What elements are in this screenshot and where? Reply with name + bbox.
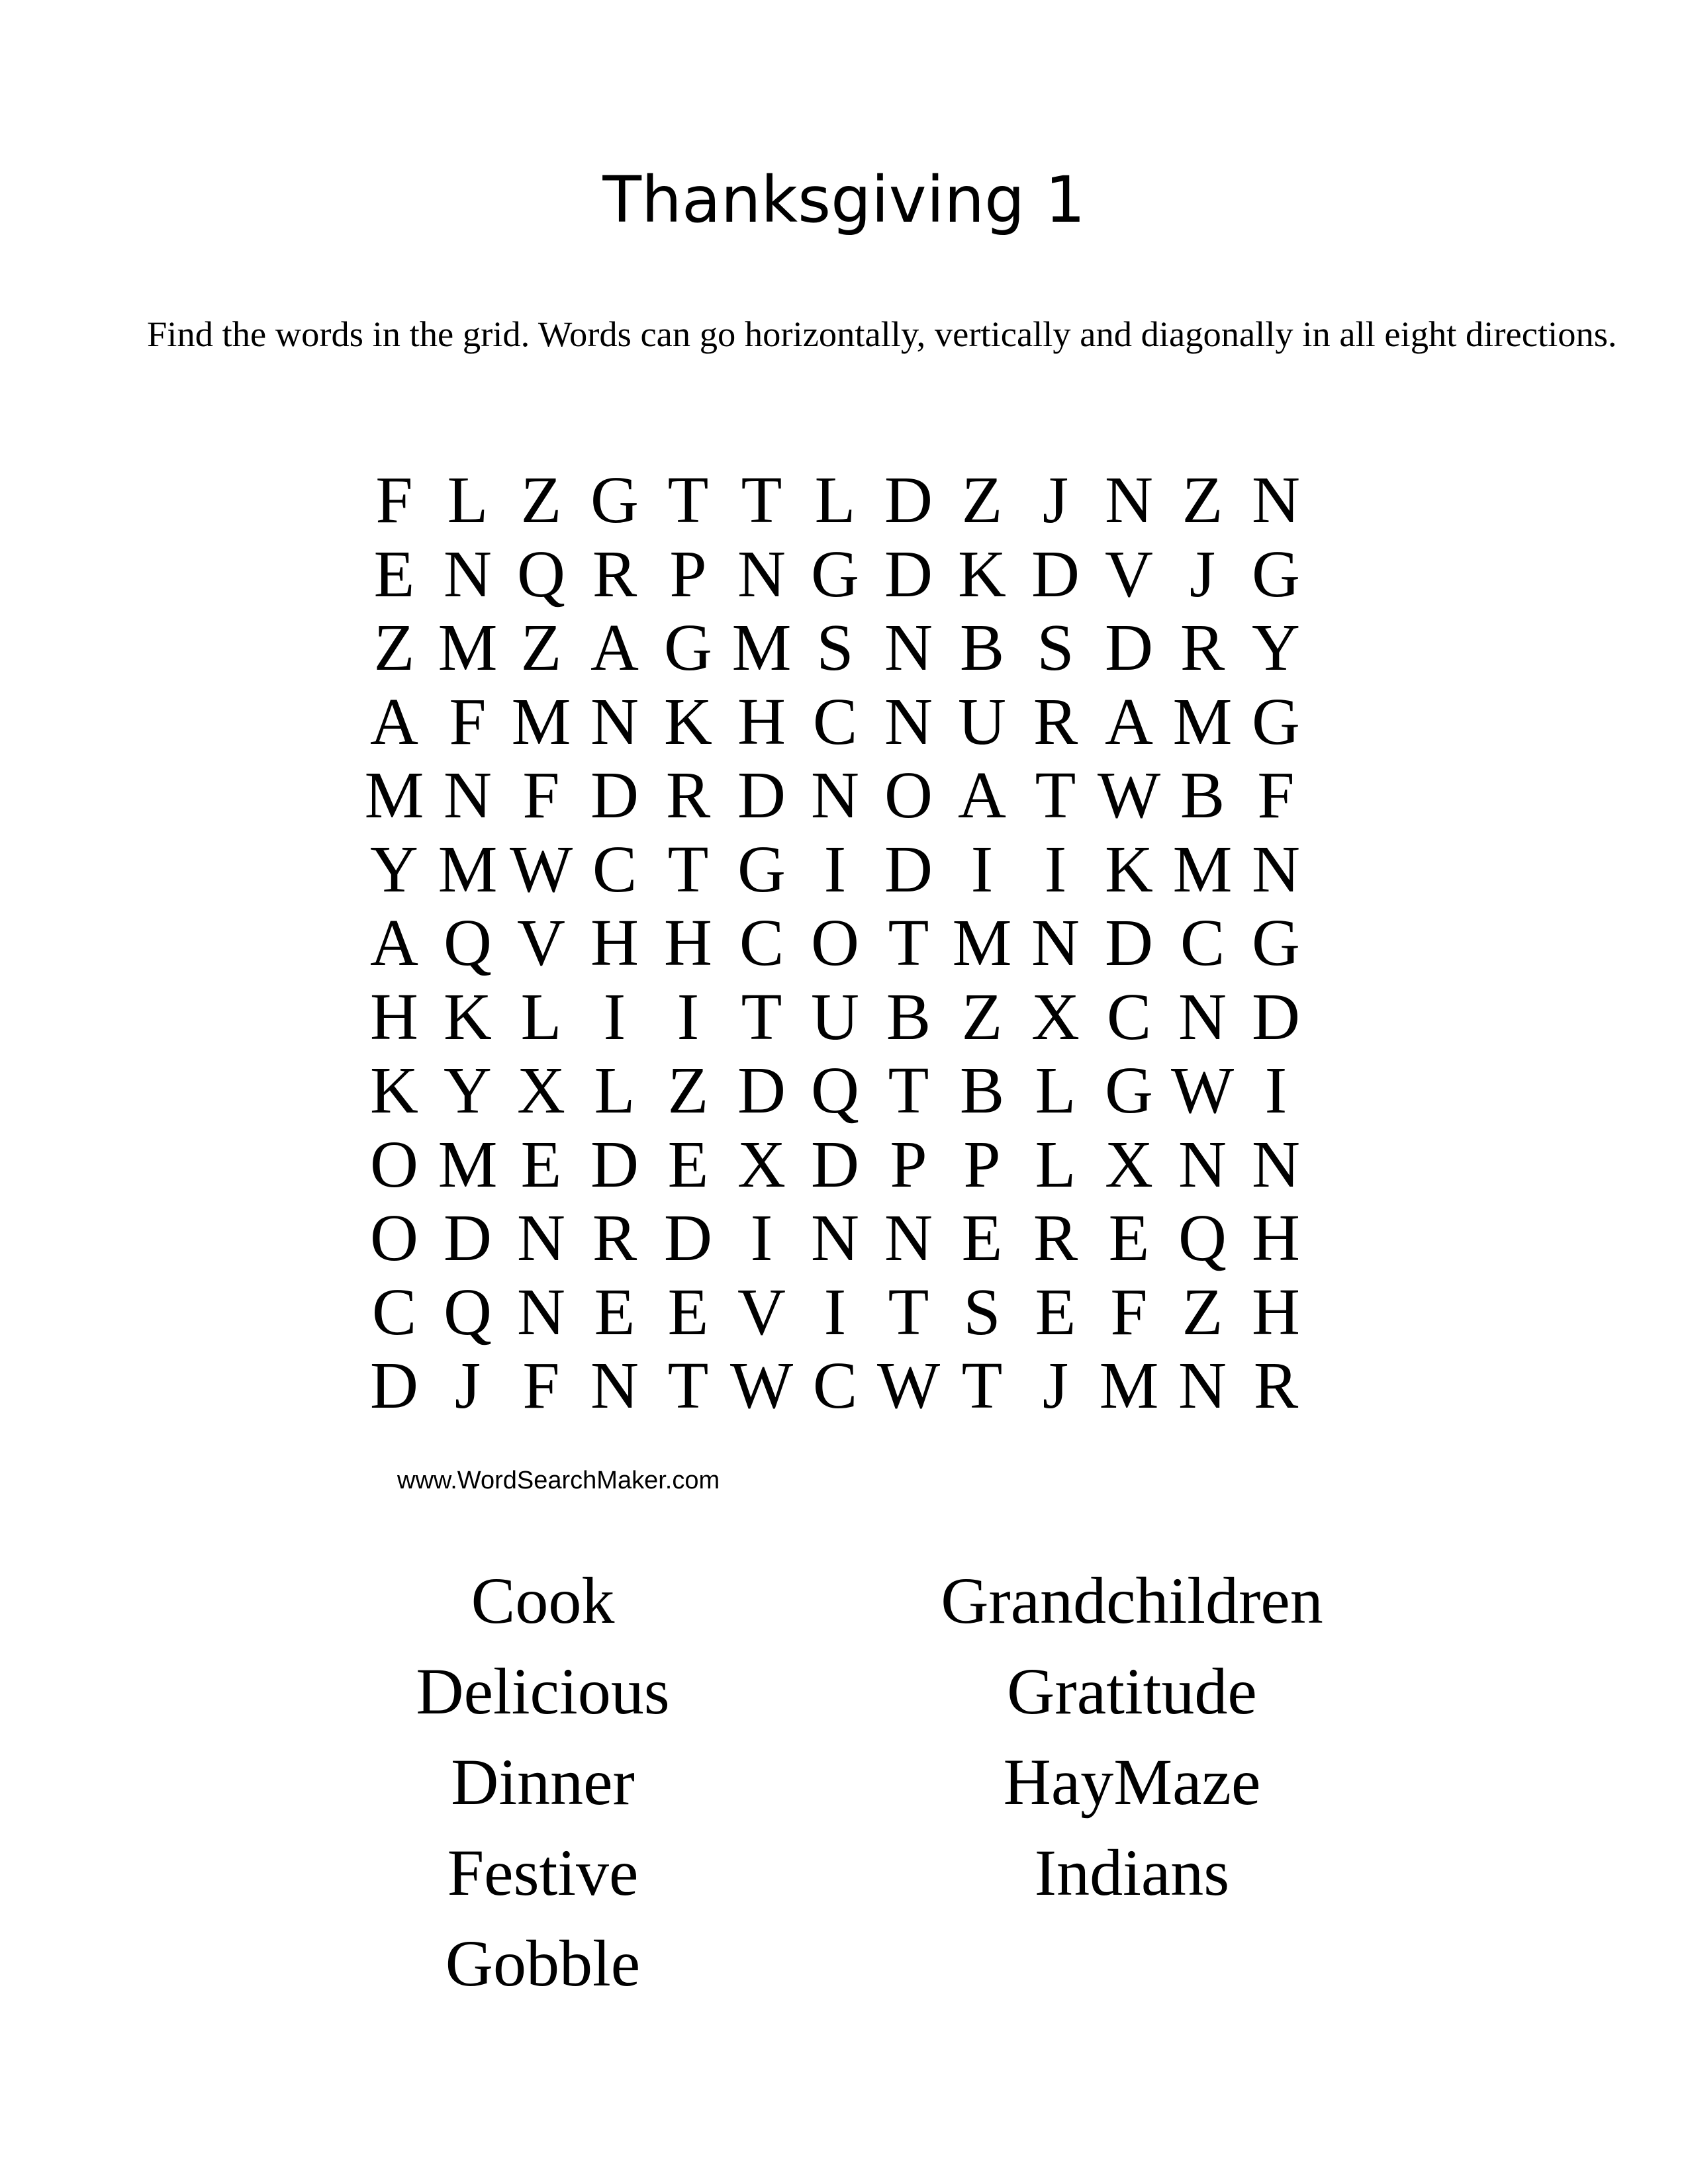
grid-letter: H <box>1252 1201 1300 1275</box>
grid-letter: C <box>592 831 637 906</box>
grid-letter: J <box>454 1348 481 1422</box>
grid-letter: A <box>370 905 418 979</box>
word-list-item: HayMaze <box>1003 1745 1261 1819</box>
grid-letter: R <box>1180 610 1225 684</box>
grid-letter: Y <box>1252 610 1300 684</box>
word-list-right <box>834 1555 1430 1918</box>
grid-letter: N <box>1252 831 1300 906</box>
grid-letter: W <box>876 1348 941 1422</box>
grid-letter: J <box>1042 1348 1069 1422</box>
page-title: Thanksgiving 1 <box>602 163 1086 237</box>
grid-letter: D <box>370 1348 418 1422</box>
grid-letter: Z <box>520 610 562 684</box>
grid-letter: Y <box>444 1053 492 1127</box>
grid-letter: C <box>812 1348 858 1422</box>
grid-letter: N <box>737 536 786 611</box>
word-list-left <box>245 1555 841 2009</box>
grid-letter: G <box>590 463 639 537</box>
grid-letter: G <box>1252 905 1300 979</box>
grid-letter: D <box>1031 536 1080 611</box>
grid-letter: M <box>1172 684 1233 758</box>
grid-letter: C <box>739 905 784 979</box>
word-list-item: Dinner <box>451 1745 635 1819</box>
grid-letter: N <box>884 1201 933 1275</box>
grid-letter: L <box>814 463 856 537</box>
grid-letter: O <box>370 1126 418 1201</box>
grid-letter: M <box>438 610 498 684</box>
grid-letter: R <box>592 1201 637 1275</box>
grid-letter: N <box>517 1274 565 1349</box>
grid-letter: D <box>884 831 933 906</box>
grid-letter: T <box>888 1274 929 1349</box>
word-list-item: Festive <box>447 1836 639 1909</box>
grid-letter: N <box>884 610 933 684</box>
grid-letter: S <box>816 610 854 684</box>
grid-letter: R <box>1253 1348 1299 1422</box>
grid-letter: N <box>1252 463 1300 537</box>
grid-letter: Z <box>520 463 562 537</box>
grid-letter: T <box>961 1348 1003 1422</box>
grid-letter: F <box>522 1348 560 1422</box>
grid-letter: E <box>1108 1201 1150 1275</box>
grid-letter: W <box>1170 1053 1235 1127</box>
grid-letter: I <box>970 831 994 906</box>
grid-letter: F <box>449 684 487 758</box>
grid-letter: Y <box>370 831 418 906</box>
grid-letter: D <box>590 1126 639 1201</box>
grid-letter: D <box>884 536 933 611</box>
grid-letter: O <box>811 905 859 979</box>
grid-letter: I <box>603 979 626 1054</box>
grid-letter: O <box>370 1201 418 1275</box>
grid-letter: Z <box>1182 1274 1223 1349</box>
grid-letter: G <box>1105 1053 1153 1127</box>
grid-letter: L <box>594 1053 635 1127</box>
grid-letter: Z <box>667 1053 709 1127</box>
grid-letter: G <box>737 831 786 906</box>
instructions-text: Find the words in the grid. Words can go horizontally, vertically and diagonally in all eight directions. <box>147 314 1617 354</box>
grid-letter: Z <box>961 979 1003 1054</box>
grid-letter: G <box>1252 536 1300 611</box>
grid-letter: N <box>1178 1348 1227 1422</box>
grid-letter: G <box>811 536 859 611</box>
grid-letter: E <box>667 1126 709 1201</box>
grid-letter: F <box>375 463 413 537</box>
grid-letter: X <box>1031 979 1080 1054</box>
grid-letter: M <box>438 1126 498 1201</box>
grid-letter: B <box>1180 758 1225 832</box>
grid-letter: M <box>1172 831 1233 906</box>
grid-letter: N <box>1031 905 1080 979</box>
grid-letter: J <box>1042 463 1069 537</box>
grid-letter: D <box>664 1201 712 1275</box>
word-list-item: Indians <box>1034 1836 1230 1909</box>
grid-letter: I <box>823 831 847 906</box>
grid-letter: Q <box>444 905 492 979</box>
grid-letter: N <box>1105 463 1153 537</box>
grid-letter: M <box>438 831 498 906</box>
grid-letter: I <box>823 1274 847 1349</box>
grid-letter: A <box>590 610 639 684</box>
grid-letter: D <box>1252 979 1300 1054</box>
grid-letter: H <box>737 684 786 758</box>
grid-letter: M <box>511 684 571 758</box>
grid-letter: B <box>959 1053 1005 1127</box>
grid-letter: K <box>444 979 492 1054</box>
grid-letter: D <box>590 758 639 832</box>
grid-letter: N <box>444 758 492 832</box>
word-list-item: Gratitude <box>1007 1655 1257 1728</box>
grid-letter: B <box>959 610 1005 684</box>
grid-letter: P <box>890 1126 927 1201</box>
grid-letter: K <box>1105 831 1153 906</box>
grid-letter: L <box>520 979 562 1054</box>
grid-letter: U <box>958 684 1006 758</box>
grid-letter: H <box>590 905 639 979</box>
grid-letter: T <box>667 1348 709 1422</box>
grid-letter: E <box>373 536 415 611</box>
grid-letter: G <box>1252 684 1300 758</box>
grid-letter: L <box>1035 1053 1076 1127</box>
grid-letter: L <box>447 463 489 537</box>
grid-letter: D <box>884 463 933 537</box>
grid-letter: R <box>1033 684 1078 758</box>
grid-letter: N <box>1178 1126 1227 1201</box>
grid-letter: T <box>667 831 709 906</box>
grid-letter: G <box>664 610 712 684</box>
grid-letter: W <box>729 1348 794 1422</box>
grid-letter: S <box>1037 610 1074 684</box>
grid-letter: Q <box>1178 1201 1227 1275</box>
grid-letter: Z <box>1182 463 1223 537</box>
grid-letter: K <box>370 1053 418 1127</box>
grid-letter: I <box>1044 831 1067 906</box>
grid-letter: N <box>1178 979 1227 1054</box>
grid-letter: N <box>811 758 859 832</box>
grid-letter: T <box>741 463 782 537</box>
grid-letter: F <box>1257 758 1295 832</box>
grid-letter: F <box>1110 1274 1148 1349</box>
grid-letter: U <box>811 979 859 1054</box>
grid-letter: X <box>737 1126 786 1201</box>
grid-letter: I <box>1264 1053 1288 1127</box>
grid-letter: B <box>886 979 931 1054</box>
grid-letter: W <box>1097 758 1161 832</box>
grid-letter: M <box>364 758 424 832</box>
grid-letter: M <box>731 610 792 684</box>
grid-letter: A <box>370 684 418 758</box>
grid-letter: A <box>958 758 1006 832</box>
grid-letter: R <box>592 536 637 611</box>
grid-letter: E <box>1035 1274 1076 1349</box>
grid-letter: O <box>884 758 933 832</box>
grid-letter: D <box>811 1126 859 1201</box>
grid-letter: N <box>444 536 492 611</box>
grid-letter: Q <box>811 1053 859 1127</box>
grid-letter: R <box>665 758 711 832</box>
grid-letter: E <box>667 1274 709 1349</box>
word-list-item: Cook <box>471 1564 615 1637</box>
grid-letter: A <box>1105 684 1153 758</box>
grid-letter: R <box>1033 1201 1078 1275</box>
grid-letter: T <box>667 463 709 537</box>
grid-letter: X <box>517 1053 565 1127</box>
grid-letter: M <box>1099 1348 1159 1422</box>
grid-letter: P <box>669 536 707 611</box>
grid-letter: W <box>509 831 573 906</box>
grid-letter: D <box>1105 610 1153 684</box>
grid-letter: D <box>444 1201 492 1275</box>
grid-letter: L <box>1035 1126 1076 1201</box>
grid-letter: K <box>958 536 1006 611</box>
grid-letter: N <box>884 684 933 758</box>
grid-letter: H <box>664 905 712 979</box>
grid-letter: I <box>677 979 700 1054</box>
grid-letter: H <box>1252 1274 1300 1349</box>
word-list-item: Grandchildren <box>941 1564 1323 1637</box>
grid-letter: C <box>371 1274 417 1349</box>
grid-letter: V <box>737 1274 786 1349</box>
grid-letter: N <box>1252 1126 1300 1201</box>
grid-letter: T <box>741 979 782 1054</box>
grid-letter: V <box>517 905 565 979</box>
grid-letter: V <box>1105 536 1153 611</box>
grid-letter: J <box>1189 536 1216 611</box>
word-list-item: Delicious <box>416 1655 670 1728</box>
grid-letter: C <box>1106 979 1152 1054</box>
grid-letter: E <box>520 1126 562 1201</box>
grid-letter: Q <box>517 536 565 611</box>
grid-letter: T <box>1035 758 1076 832</box>
grid-letter: M <box>952 905 1012 979</box>
grid-letter: N <box>811 1201 859 1275</box>
grid-letter: D <box>737 1053 786 1127</box>
letter-grid <box>357 463 1317 1423</box>
grid-letter: D <box>737 758 786 832</box>
grid-letter: C <box>812 684 858 758</box>
grid-letter: E <box>961 1201 1003 1275</box>
website-credit: www.WordSearchMaker.com <box>397 1467 720 1494</box>
grid-letter: Z <box>961 463 1003 537</box>
word-list-item: Gobble <box>445 1927 641 2000</box>
grid-letter: K <box>664 684 712 758</box>
grid-letter: X <box>1105 1126 1153 1201</box>
grid-letter: T <box>888 1053 929 1127</box>
grid-letter: Z <box>373 610 415 684</box>
grid-letter: N <box>590 1348 639 1422</box>
grid-letter: H <box>370 979 418 1054</box>
grid-letter: I <box>750 1201 773 1275</box>
grid-letter: T <box>888 905 929 979</box>
grid-letter: C <box>1180 905 1225 979</box>
grid-letter: S <box>963 1274 1001 1349</box>
grid-letter: D <box>1105 905 1153 979</box>
grid-letter: N <box>517 1201 565 1275</box>
grid-letter: F <box>522 758 560 832</box>
grid-letter: P <box>963 1126 1001 1201</box>
grid-letter: E <box>594 1274 635 1349</box>
grid-letter: N <box>590 684 639 758</box>
grid-letter: Q <box>444 1274 492 1349</box>
